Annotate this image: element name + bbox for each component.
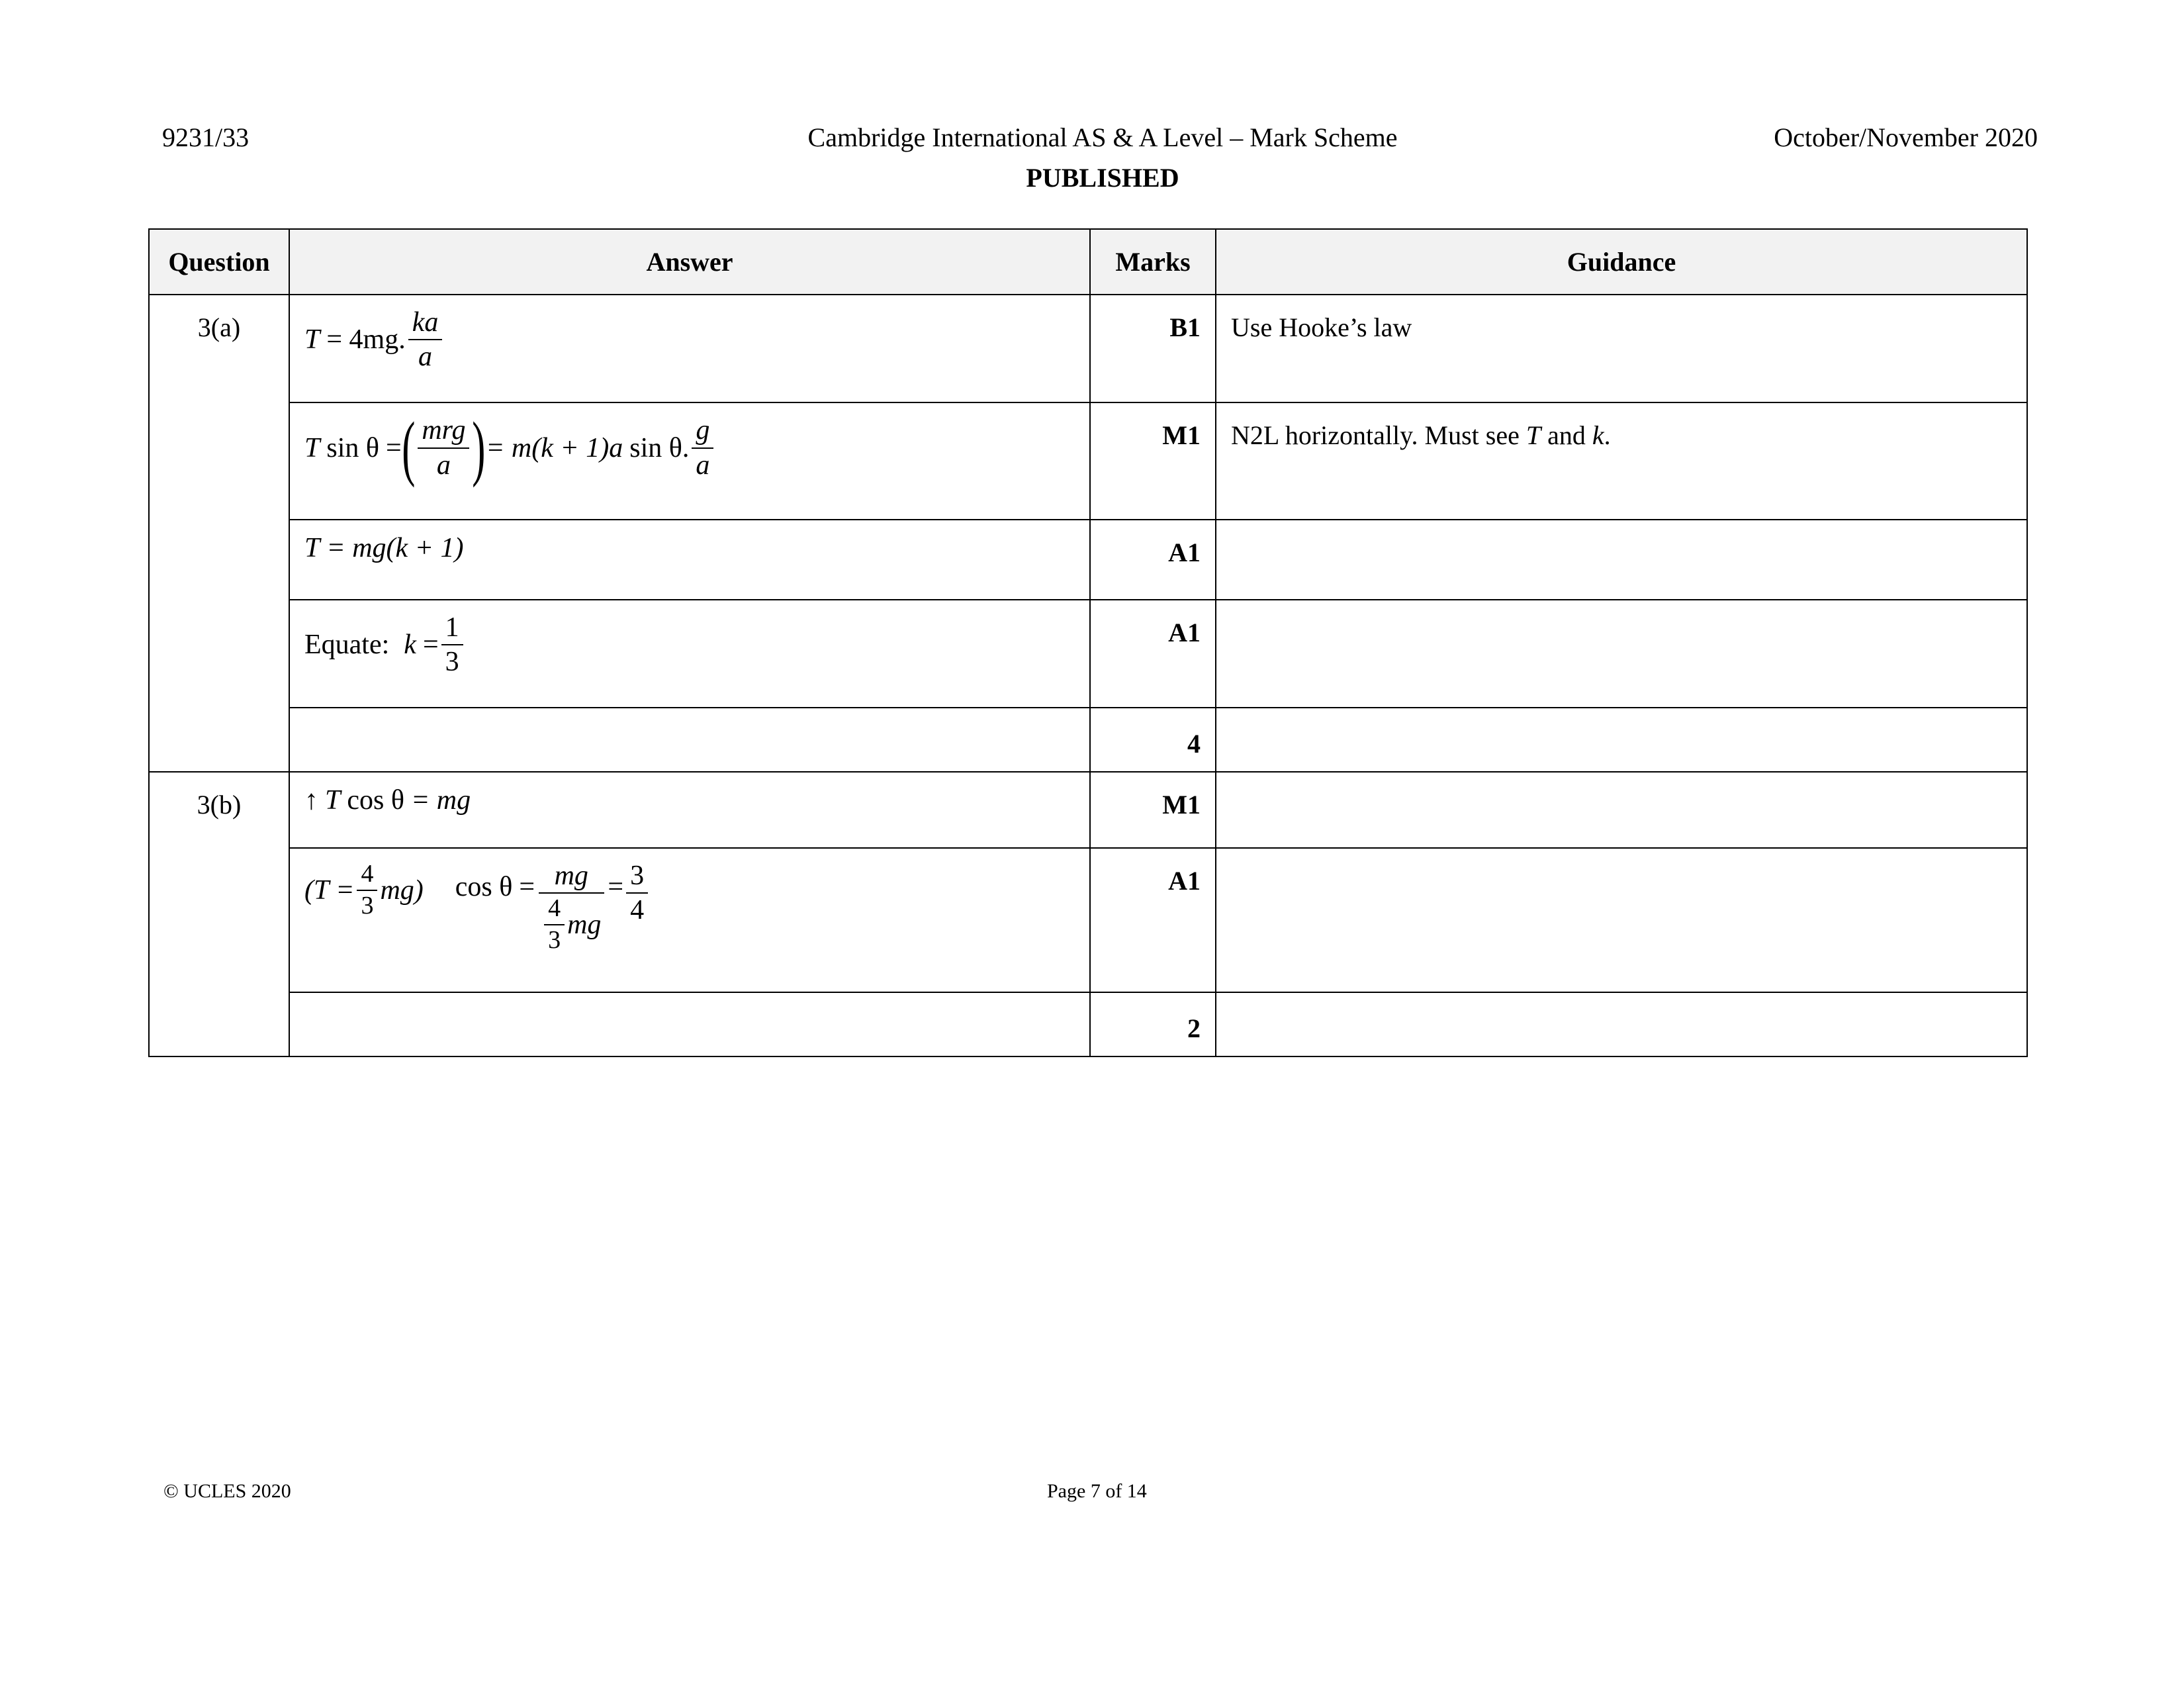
mark-cell: A1 — [1090, 848, 1216, 992]
answer-cell — [289, 402, 1090, 520]
answer-hookes-law-expression: T = 4mg. $\frac{ka}{a}$ — [304, 307, 445, 372]
guidance-cell — [1216, 772, 2027, 848]
column-header-guidance: Guidance — [1216, 229, 2027, 295]
column-header-question: Question — [149, 229, 289, 295]
answer-cell — [289, 772, 1090, 848]
table-row — [149, 848, 2027, 992]
answer-k-value: Equate: k = $\frac{1}{3}$ — [304, 612, 466, 677]
guidance-cell — [1216, 520, 2027, 600]
mark-scheme-table — [148, 228, 2028, 1057]
answer-cell — [289, 708, 1090, 772]
answer-vertical-resolution: ↑ T cos θ = mg — [304, 785, 471, 816]
fraction-three-quarters: $\frac{3}{4}$ — [626, 861, 648, 925]
up-arrow-icon: ↑ — [304, 785, 318, 816]
mark-cell: B1 — [1090, 295, 1216, 402]
fraction-mrg-over-a: $\frac{\text{mrg}}{a}$ — [418, 415, 469, 480]
answer-cos-theta: (T = $\frac{4}{3}$ mg) cos θ = mg $\frac{4}{3}$ mg = $\frac{3}{4}$ — [304, 861, 651, 955]
mark-cell: M1 — [1090, 772, 1216, 848]
total-marks-3b: 2 — [1090, 992, 1216, 1056]
table-row — [149, 992, 2027, 1056]
answer-cell — [289, 295, 1090, 402]
mark-cell: A1 — [1090, 600, 1216, 708]
mark-cell: M1 — [1090, 402, 1216, 520]
question-label-3a: 3(a) — [149, 295, 289, 772]
document-title: Cambridge International AS & A Level – Mark Scheme — [807, 122, 1398, 152]
fraction-one-third: $\frac{1}{3}$ — [441, 612, 463, 677]
table-header-row — [149, 229, 2027, 295]
column-header-marks: Marks — [1090, 229, 1216, 295]
guidance-cell: Use Hooke’s law — [1216, 295, 2027, 402]
exam-session: October/November 2020 — [1774, 122, 2038, 152]
fraction-g-over-a: $\frac{g}{a}$ — [692, 415, 713, 480]
answer-cell — [289, 992, 1090, 1056]
table-row — [149, 600, 2027, 708]
copyright-notice: © UCLES 2020 — [163, 1480, 291, 1502]
published-label: PUBLISHED — [1026, 163, 1179, 193]
table-row — [149, 402, 2027, 520]
answer-n2l-equation: T sin θ = ( $\frac{\text{mrg}}{a}$ ) = m(k + 1)a sin θ. $\frac{g}{a}$ — [304, 415, 716, 481]
guidance-cell — [1216, 708, 2027, 772]
column-header-answer: Answer — [289, 229, 1090, 295]
guidance-cell — [1216, 600, 2027, 708]
fraction-ka-over-a: $\frac{ka}{a}$ — [408, 307, 443, 372]
guidance-cell — [1216, 848, 2027, 992]
fraction-mg-over-four-thirds-mg: mg $\frac{4}{3}$ mg — [537, 861, 605, 955]
total-marks-3a: 4 — [1090, 708, 1216, 772]
answer-cell — [289, 848, 1090, 992]
answer-cell — [289, 600, 1090, 708]
mark-cell: A1 — [1090, 520, 1216, 600]
table-row — [149, 295, 2027, 402]
fraction-four-thirds: $\frac{4}{3}$ — [357, 861, 377, 920]
table-row — [149, 520, 2027, 600]
table-row — [149, 772, 2027, 848]
question-label-3b: 3(b) — [149, 772, 289, 1056]
guidance-cell: N2L horizontally. Must see T and k. — [1216, 402, 2027, 520]
answer-cell — [289, 520, 1090, 600]
table-row — [149, 708, 2027, 772]
page-number: Page 7 of 14 — [1047, 1480, 1147, 1502]
guidance-cell — [1216, 992, 2027, 1056]
answer-tension-expression: T = mg(k + 1) — [304, 533, 464, 563]
paper-code: 9231/33 — [162, 122, 250, 152]
